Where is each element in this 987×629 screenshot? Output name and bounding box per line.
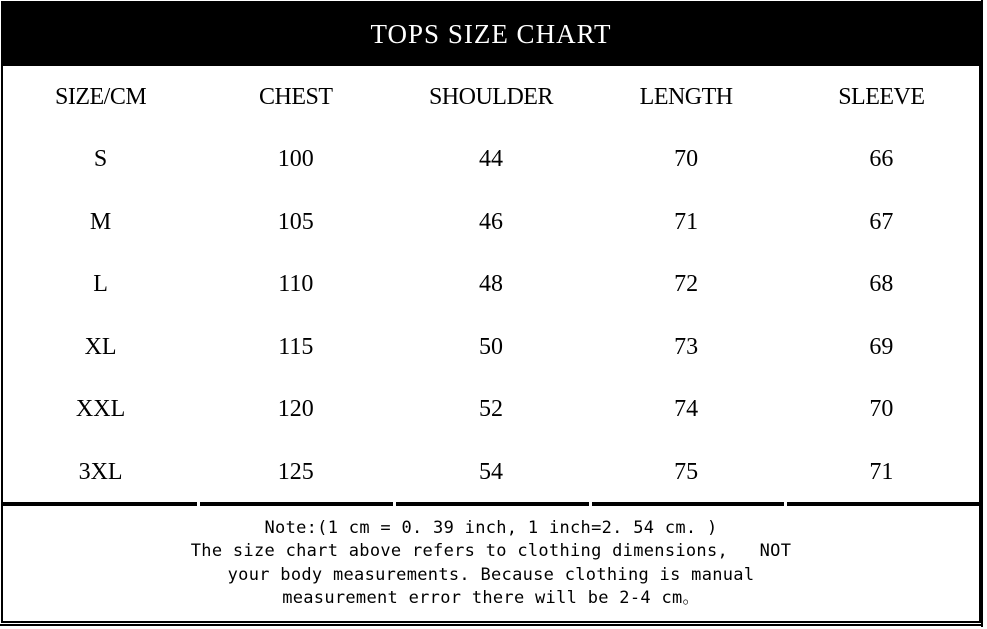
size-cell: S xyxy=(93,146,108,173)
size-cell: XL xyxy=(84,333,117,360)
table-row xyxy=(3,129,979,192)
chart-title: TOPS SIZE CHART xyxy=(370,19,612,49)
table-row xyxy=(3,441,979,504)
shoulder-cell: 44 xyxy=(478,146,503,173)
shoulder-cell: 50 xyxy=(478,333,503,360)
chest-cell: 100 xyxy=(277,146,314,173)
sleeve-cell: 68 xyxy=(869,271,894,298)
table-row xyxy=(3,316,979,379)
column-header-chest: CHEST xyxy=(259,83,333,110)
sleeve-cell: 66 xyxy=(869,146,894,173)
table-row xyxy=(3,379,979,442)
size-table xyxy=(3,66,979,504)
chest-cell: 115 xyxy=(278,333,314,360)
size-cell: M xyxy=(89,208,112,235)
frame-bottom-edge xyxy=(0,624,983,626)
chest-cell: 120 xyxy=(277,396,314,423)
length-cell: 74 xyxy=(674,396,699,423)
note-line: The size chart above refers to clothing dimensions, NOT xyxy=(190,541,792,561)
shoulder-cell: 48 xyxy=(478,271,503,298)
sleeve-cell: 67 xyxy=(869,208,894,235)
shoulder-cell: 54 xyxy=(478,458,503,485)
chest-cell: 105 xyxy=(277,208,314,235)
frame-edge xyxy=(981,0,983,627)
shoulder-cell: 46 xyxy=(478,208,503,235)
table-row xyxy=(3,254,979,317)
sleeve-cell: 71 xyxy=(869,458,894,485)
column-header-size: SIZE/CM xyxy=(55,83,147,110)
chest-cell: 110 xyxy=(278,271,314,298)
length-cell: 72 xyxy=(674,271,699,298)
size-note xyxy=(3,506,979,621)
table-row xyxy=(3,191,979,254)
column-header-sleeve: SLEEVE xyxy=(838,83,925,110)
size-cell: L xyxy=(93,271,108,298)
note-line: your body measurements. Because clothing is manual xyxy=(227,564,755,585)
note-line: measurement error there will be 2-4 cm。 xyxy=(282,588,700,608)
column-header-length: LENGTH xyxy=(639,83,733,110)
column-header-shoulder: SHOULDER xyxy=(428,83,553,110)
length-cell: 70 xyxy=(674,146,699,173)
length-cell: 73 xyxy=(674,333,699,360)
chest-cell: 125 xyxy=(277,458,314,485)
sleeve-cell: 70 xyxy=(869,396,894,423)
length-cell: 75 xyxy=(674,458,699,485)
length-cell: 71 xyxy=(674,208,699,235)
note-line: Note:(1 cm = 0. 39 inch, 1 inch=2. 54 cm. ) xyxy=(264,517,718,538)
size-cell: XXL xyxy=(75,396,126,423)
table-header-row xyxy=(3,66,979,129)
sleeve-cell: 69 xyxy=(869,333,894,360)
size-chart-frame xyxy=(1,1,981,623)
shoulder-cell: 52 xyxy=(478,396,503,423)
size-cell: 3XL xyxy=(78,458,123,485)
chart-header xyxy=(3,3,979,66)
